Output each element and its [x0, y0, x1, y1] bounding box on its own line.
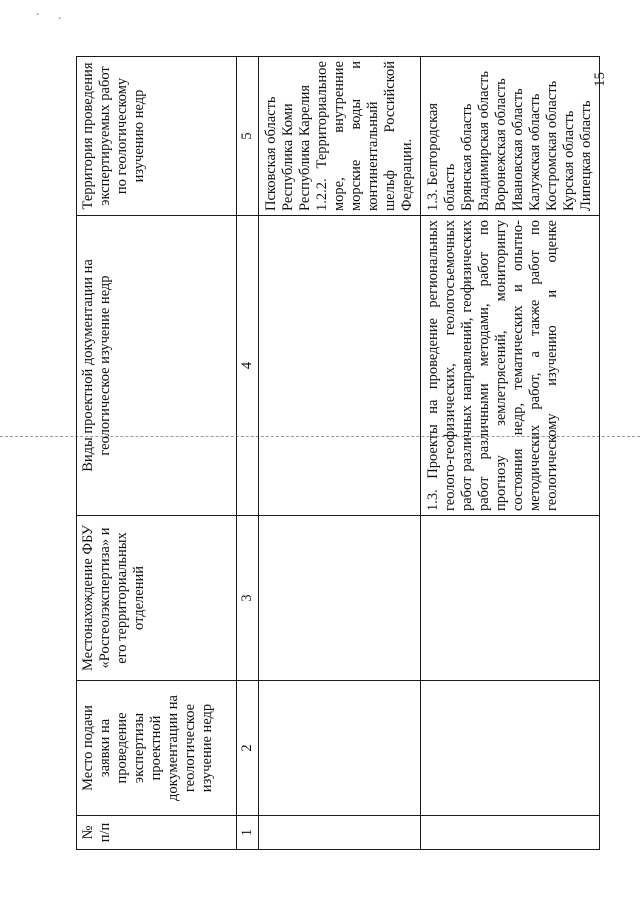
- table-row: [259, 57, 421, 850]
- territory-line: Курская область: [561, 110, 577, 211]
- territory-line: Ивановская область: [510, 88, 526, 211]
- header-submission-place: Место подачи заявки на проведение экспертизы проектной документации на геологическое изучение недр: [77, 681, 237, 816]
- table-cell: [421, 816, 600, 850]
- territory-cell: [259, 57, 421, 216]
- header-territory: Территория проведения экспертируемых работ по геологическому изучению недр: [77, 57, 237, 216]
- table-cell: [421, 516, 600, 681]
- document-table: [76, 56, 600, 850]
- column-number: 3: [237, 516, 259, 681]
- table-cell: [421, 681, 600, 816]
- territory-line: 1.2.2. Территориальное море, внутренние морские воды и континентальный шельф Российской Федерации.: [314, 61, 415, 211]
- document-type-cell: [421, 216, 600, 516]
- territory-line: 1.3. Белгородская область: [425, 102, 458, 211]
- table-cell: [259, 816, 421, 850]
- table-cell: [259, 216, 421, 516]
- territory-line: Республика Коми: [280, 103, 296, 211]
- territory-line: Республика Карелия: [297, 84, 313, 211]
- table-row: [421, 57, 600, 850]
- document-type-text: 1.3. Проекты на проведение региональных геолого-геофизических, геологосъемочных работ различных направлений, геофизических работ различными методами, работ по прогнозу землетрясений, мониторингу состояния недр, тематических и опытно-методических работ, а также работ по геологическому изучению и оценке: [425, 220, 560, 511]
- territory-line: Костромская область: [544, 80, 560, 211]
- page-number: 15: [592, 72, 608, 87]
- territory-line: Брянская область: [459, 103, 475, 211]
- table-cell: [259, 681, 421, 816]
- table-cell: [259, 516, 421, 681]
- territory-cell: [421, 57, 600, 216]
- column-number: 4: [237, 216, 259, 516]
- territory-line: Воронежская область: [493, 78, 509, 211]
- rotated-table-container: [76, 57, 594, 850]
- territory-line: Липецкая область: [578, 100, 594, 211]
- header-document-types: Виды проектной документации на геологическое изучение недр: [77, 216, 237, 516]
- territory-line: Калужская область: [527, 93, 543, 211]
- territory-line: Псковская область: [263, 96, 279, 211]
- table-header-row: [77, 57, 237, 850]
- territory-line: Владимирская область: [476, 71, 492, 211]
- column-number: 5: [237, 57, 259, 216]
- scan-mark: ˊ: [58, 17, 62, 28]
- column-number: 1: [237, 816, 259, 850]
- header-location: Местонахождение ФБУ «Росгеолэкспертиза» и его территориальных отделений: [77, 516, 237, 681]
- header-number: № п/п: [77, 816, 237, 850]
- column-number-row: [237, 57, 259, 850]
- scan-mark: ˊ: [36, 13, 40, 24]
- column-number: 2: [237, 681, 259, 816]
